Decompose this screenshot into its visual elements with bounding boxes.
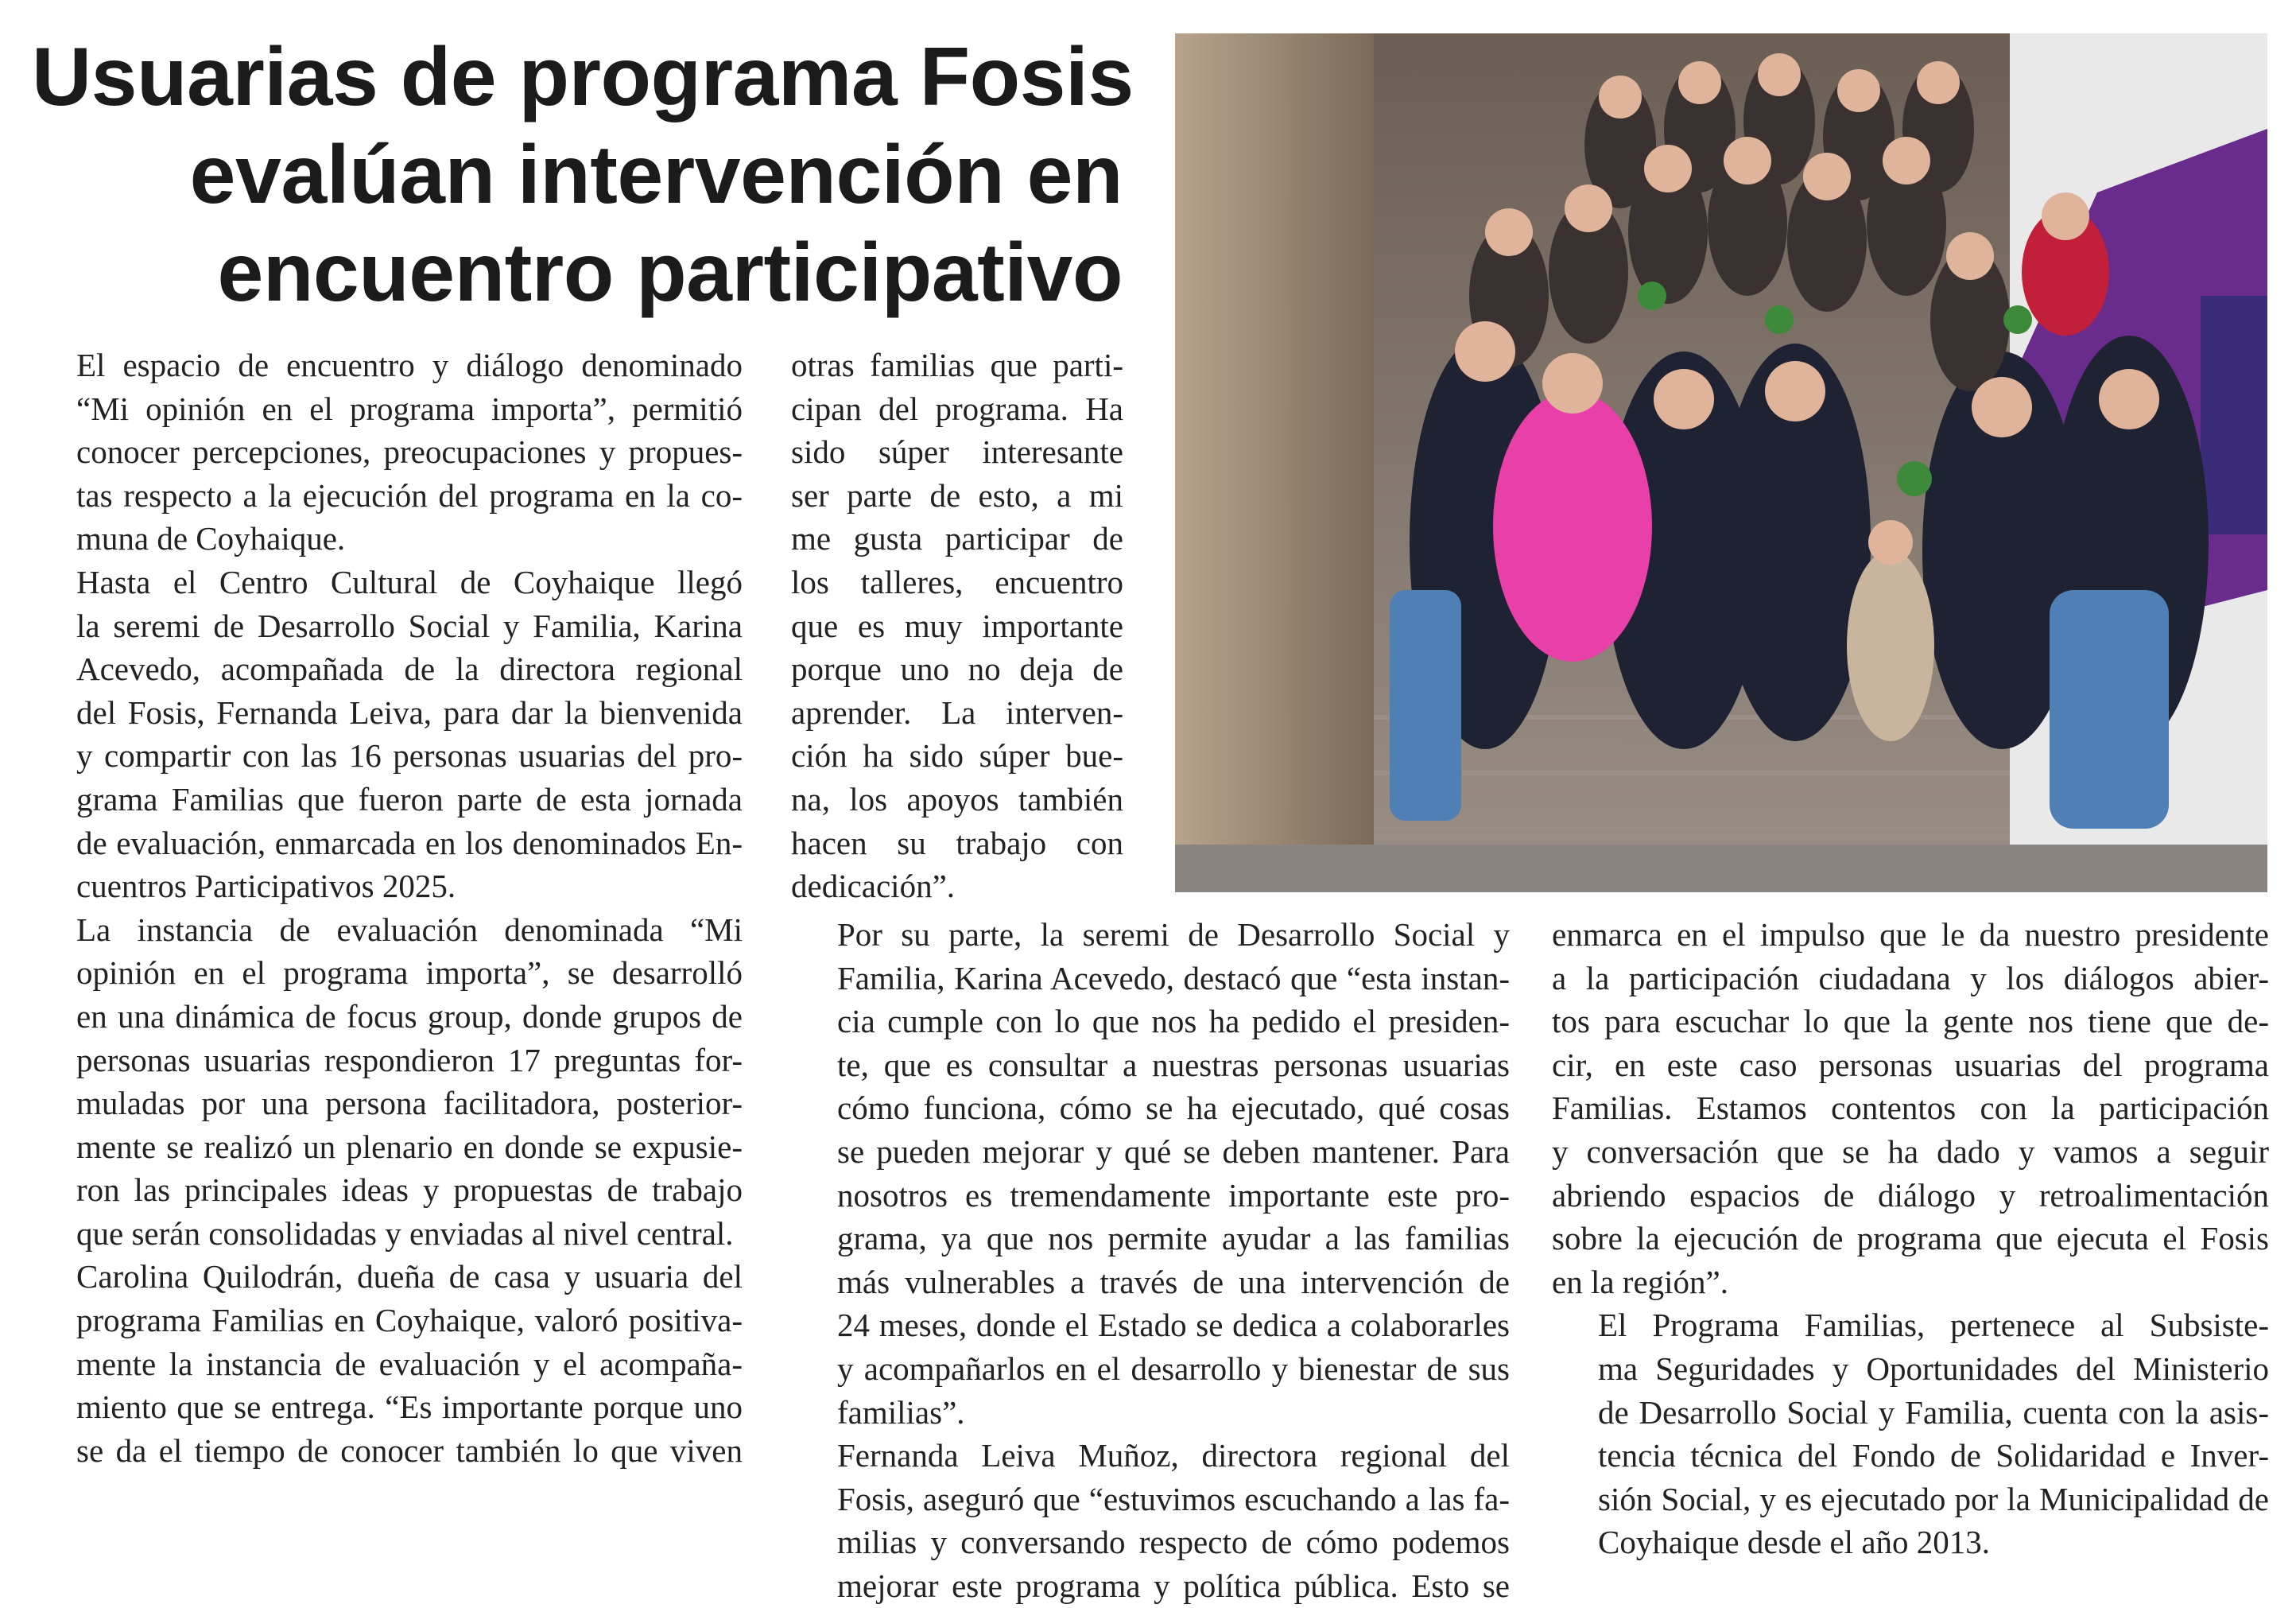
article-column-2-bottom	[791, 913, 1510, 1608]
text-line: “Mi opinión en el programa importa”, permitió	[76, 390, 743, 427]
text-line: Por su parte, la seremi de Desarrollo Social y	[837, 916, 1510, 953]
headline-line: evalúan intervención en	[189, 129, 1123, 221]
text-line: se da el tiempo de conocer también lo que viven	[76, 1431, 743, 1469]
text-line: Fosis, aseguró que “estuvimos escuchando a las fa-	[837, 1480, 1510, 1517]
text-line: abriendo espacios de diálogo y retroalimentación	[1552, 1176, 2269, 1214]
text-line: más vulnerables a través de una intervención de	[837, 1263, 1510, 1300]
text-line: del Fosis, Fernanda Leiva, para dar la bienvenida	[76, 693, 743, 731]
text-line: mejorar este programa y política pública. Esto se	[837, 1567, 1510, 1604]
text-line: programa Familias en Coyhaique, valoró positiva-	[76, 1302, 743, 1339]
text-line: a la participación ciudadana y los diálogos abier-	[1552, 959, 2269, 996]
text-line: grama, ya que nos permite ayudar a las familias	[837, 1220, 1510, 1257]
text-line: conocer percepciones, preocupaciones y propues-	[76, 433, 743, 471]
paragraph	[1552, 913, 2269, 1303]
text-line: Fernanda Leiva Muñoz, directora regional del	[837, 1437, 1510, 1474]
text-line: miento que se entrega. “Es importante porque uno	[76, 1389, 743, 1426]
text-line: dedicación”.	[791, 868, 956, 905]
text-line: cómo funciona, cómo se ha ejecutado, qué cosas	[837, 1089, 1510, 1127]
text-line: sobre la ejecución de programa que ejecuta el Fosis	[1552, 1220, 2269, 1257]
headline-line: Usuarias de programa Fosis	[32, 31, 1134, 123]
article-headline	[32, 29, 1134, 322]
text-line: otras familias que parti-	[791, 347, 1123, 383]
text-line: hacen su trabajo con	[791, 824, 1123, 861]
text-line: mente la instancia de evaluación y el acompaña-	[76, 1345, 743, 1382]
text-line: en la región”.	[1552, 1263, 1728, 1300]
paragraph	[791, 344, 1123, 908]
text-line: Coyhaique desde el año 2013.	[1598, 1524, 1991, 1561]
text-line: personas usuarias respondieron 17 preguntas for-	[76, 1041, 743, 1078]
text-line: Familias. Estamos contentos con la participación	[1552, 1089, 2269, 1127]
text-line: y acompañarlos en el desarrollo y bienestar de sus	[837, 1350, 1510, 1387]
text-line: El espacio de encuentro y diálogo denominado	[76, 347, 743, 383]
text-line: 24 meses, donde el Estado se dedica a colaborarles	[837, 1307, 1510, 1344]
text-line: porque uno no deja de	[791, 651, 1123, 688]
text-line: cia cumple con lo que nos ha pedido el presiden-	[837, 1003, 1510, 1040]
text-line: tos para escuchar lo que la gente nos tiene que de-	[1552, 1003, 2269, 1040]
text-line: cuentros Participativos 2025.	[76, 868, 456, 905]
article-column-1	[30, 344, 743, 1472]
text-line: aprender. La interven-	[791, 693, 1123, 731]
text-line: tas respecto a la ejecución del programa en la co-	[76, 476, 743, 514]
text-line: que serán consolidadas y enviadas al nivel central.	[76, 1214, 734, 1252]
paragraph	[791, 913, 1510, 1434]
paragraph	[30, 344, 743, 561]
paragraph	[30, 561, 743, 908]
text-line: Acevedo, acompañada de la directora regional	[76, 651, 743, 688]
text-line: sido súper interesante	[791, 433, 1123, 471]
text-line: ma Seguridades y Oportunidades del Ministerio	[1598, 1350, 2269, 1387]
text-line: ron las principales ideas y propuestas de trabajo	[76, 1171, 743, 1209]
text-line: cipan del programa. Ha	[791, 390, 1123, 427]
paragraph	[1552, 1303, 2269, 1564]
text-line: se pueden mejorar y qué se deben mantener. Para	[837, 1132, 1510, 1170]
text-line: Hasta el Centro Cultural de Coyhaique llegó	[76, 563, 743, 600]
text-line: milias y conversando respecto de cómo podemos	[837, 1524, 1510, 1561]
text-line: Familia, Karina Acevedo, destacó que “esta instan-	[837, 959, 1510, 996]
text-line: La instancia de evaluación denominada “Mi	[76, 911, 743, 948]
group-photo-icon	[1175, 33, 2267, 892]
group-photo	[1175, 33, 2267, 892]
paragraph	[30, 908, 743, 1256]
text-line: la seremi de Desarrollo Social y Familia, Karina	[76, 607, 743, 644]
text-line: ser parte de esto, a mi	[791, 476, 1123, 514]
text-line: te, que es consultar a nuestras personas usuarias	[837, 1046, 1510, 1083]
article-column-3	[1552, 913, 2269, 1564]
text-line: familias”.	[837, 1393, 965, 1431]
text-line: na, los apoyos también	[791, 780, 1123, 818]
paragraph	[791, 1434, 1510, 1607]
paragraph	[30, 1255, 743, 1472]
text-line: enmarca en el impulso que le da nuestro presidente	[1552, 916, 2269, 953]
text-line: me gusta participar de	[791, 520, 1123, 557]
article-column-2-top	[791, 344, 1123, 908]
text-line: de Desarrollo Social y Familia, cuenta con la asis-	[1598, 1393, 2269, 1431]
text-line: nosotros es tremendamente importante este pro-	[837, 1176, 1510, 1214]
text-line: ción ha sido súper bue-	[791, 737, 1123, 775]
text-line: y compartir con las 16 personas usuarias del pro-	[76, 737, 743, 775]
text-line: grama Familias que fueron parte de esta jornada	[76, 780, 743, 818]
text-line: Carolina Quilodrán, dueña de casa y usuaria del	[76, 1258, 743, 1295]
text-line: muna de Coyhaique.	[76, 520, 346, 557]
text-line: opinión en el programa importa”, se desarrolló	[76, 954, 743, 992]
text-line: que es muy importante	[791, 607, 1123, 644]
text-line: tencia técnica del Fondo de Solidaridad e Inver-	[1598, 1437, 2269, 1474]
text-line: en una dinámica de focus group, donde grupos de	[76, 997, 743, 1035]
text-line: y conversación que se ha dado y vamos a seguir	[1552, 1132, 2269, 1170]
text-line: mente se realizó un plenario en donde se expusie-	[76, 1128, 743, 1165]
text-line: muladas por una persona facilitadora, posterior-	[76, 1085, 743, 1122]
text-line: El Programa Familias, pertenece al Subsiste-	[1598, 1307, 2269, 1344]
text-line: de evaluación, enmarcada en los denominados En-	[76, 824, 743, 861]
text-line: cir, en este caso personas usuarias del programa	[1552, 1046, 2269, 1083]
text-line: sión Social, y es ejecutado por la Municipalidad de	[1598, 1480, 2269, 1517]
text-line: los talleres, encuentro	[791, 563, 1123, 600]
headline-line: encuentro participativo	[217, 227, 1123, 319]
